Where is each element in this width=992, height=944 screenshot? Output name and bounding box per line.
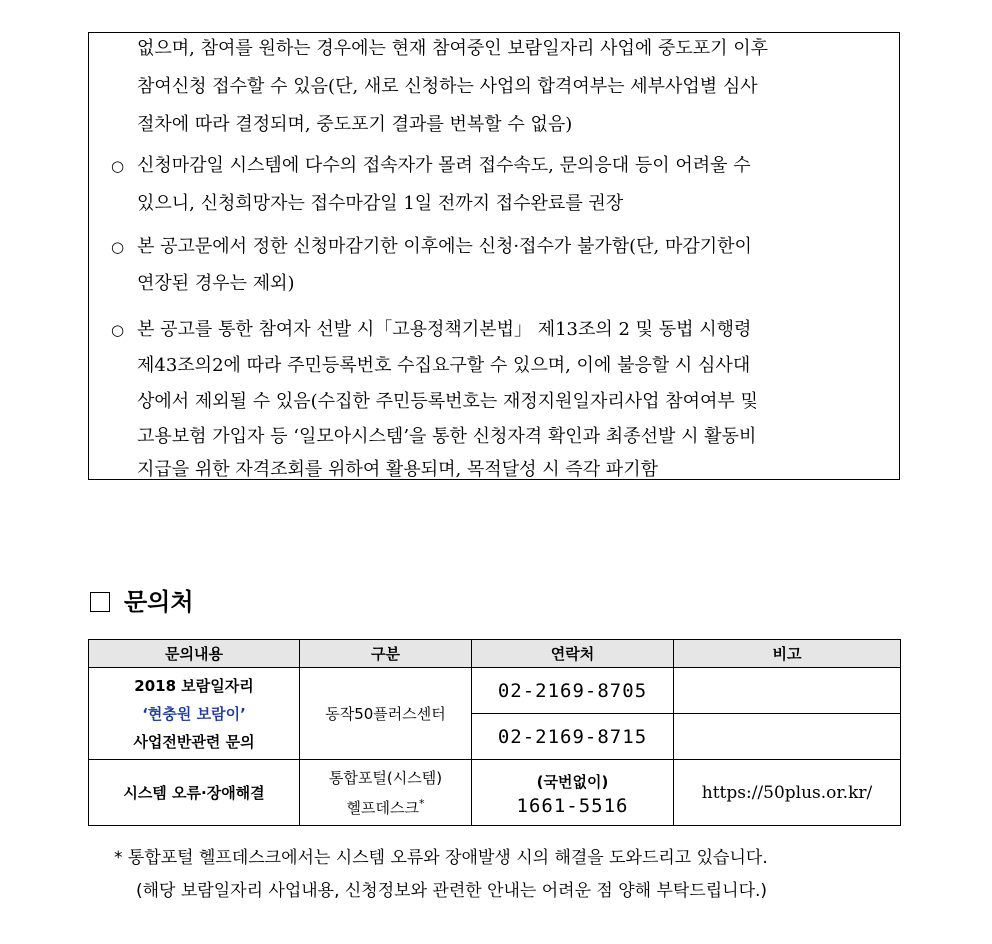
note-cell — [674, 714, 901, 760]
topic-cell — [89, 668, 300, 760]
phone-cell: 02-2169-8705 — [472, 668, 674, 714]
topic-line: 사업전반관련 문의 — [133, 732, 255, 751]
bullet-circle-icon: ○ — [111, 321, 125, 339]
header-note: 비고 — [674, 640, 901, 668]
header-contact: 연락처 — [472, 640, 674, 668]
dept-cell: 동작50플러스센터 — [300, 668, 472, 760]
phone-cell: 02-2169-8715 — [472, 714, 674, 760]
footnote-mark: * — [418, 796, 425, 810]
topic-cell: 시스템 오류·장애해결 — [89, 760, 300, 826]
dept-line: 헬프데스크 — [346, 798, 419, 817]
notice-line: 지급을 위한 자격조회를 위하여 활용되며, 목적달성 시 즉각 파기함 — [137, 459, 658, 480]
phone-prefix: (국번없이) — [536, 772, 609, 791]
contact-table — [88, 639, 901, 826]
empty-square-icon — [90, 592, 110, 612]
bullet-circle-icon: ○ — [111, 238, 125, 256]
notice-line: 상에서 제외될 수 있음(수집한 주민등록번호는 재정지원일자리사업 참여여부 및 — [137, 391, 758, 412]
section-heading — [90, 585, 194, 619]
header-topic: 문의내용 — [89, 640, 300, 668]
phone-number: 1661-5516 — [516, 794, 629, 817]
notice-box — [88, 32, 900, 480]
topic-line: 2018 보람일자리 — [134, 676, 254, 695]
header-category: 구분 — [300, 640, 472, 668]
section-title: 문의처 — [124, 588, 194, 616]
notice-line: 본 공고를 통한 참여자 선발 시「고용정책기본법」 제13조의 2 및 동법 시행령 — [137, 319, 752, 340]
table-row — [89, 760, 901, 826]
dept-cell — [300, 760, 472, 826]
notice-line: 본 공고문에서 정한 신청마감기한 이후에는 신청·접수가 불가함(단, 마감기한이 — [137, 236, 752, 257]
footnote-line: (해당 보람일자리 사업내용, 신청정보와 관련한 안내는 어려운 점 양해 부탁드립니다.) — [136, 881, 768, 901]
footnote-line: * 통합포털 헬프데스크에서는 시스템 오류와 장애발생 시의 해결을 도와드리고 있습니다. — [114, 848, 768, 868]
notice-line: 참여신청 접수할 수 있음(단, 새로 신청하는 사업의 합격여부는 세부사업별 심사 — [137, 76, 758, 97]
notice-line: 연장된 경우는 제외) — [137, 273, 295, 294]
notice-line: 없으며, 참여를 원하는 경우에는 현재 참여중인 보람일자리 사업에 중도포기 이후 — [137, 38, 769, 59]
dept-line: 통합포털(시스템) — [328, 768, 443, 787]
topic-highlight: ‘현충원 보람이’ — [142, 704, 246, 723]
notice-line: 있으니, 신청희망자는 접수마감일 1일 전까지 접수완료를 권장 — [137, 193, 624, 214]
phone-cell — [472, 760, 674, 826]
table-row — [89, 668, 901, 714]
dept-line-wrap — [300, 791, 471, 821]
notice-line: 제43조의2에 따라 주민등록번호 수집요구할 수 있으며, 이에 불응할 시 심사대 — [137, 355, 751, 376]
table-header-row — [89, 640, 901, 668]
notice-line: 절차에 따라 결정되며, 중도포기 결과를 번복할 수 없음) — [137, 114, 573, 135]
note-cell — [674, 668, 901, 714]
website-link[interactable]: https://50plus.or.kr/ — [674, 760, 901, 826]
notice-line: 고용보험 가입자 등 ‘일모아시스템’을 통한 신청자격 확인과 최종선발 시 활동비 — [137, 426, 757, 447]
bullet-circle-icon: ○ — [111, 157, 125, 175]
notice-line: 신청마감일 시스템에 다수의 접속자가 몰려 접수속도, 문의응대 등이 어려울 수 — [137, 155, 751, 176]
